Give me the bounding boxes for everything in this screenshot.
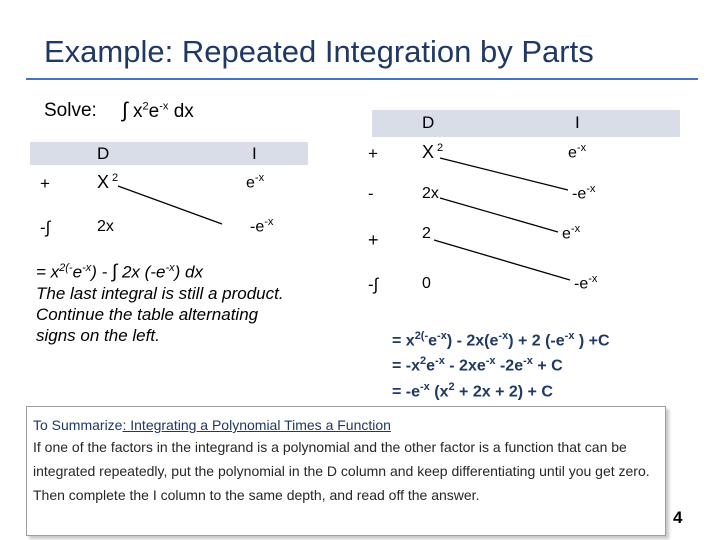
left-row2-sign: -∫ <box>40 218 51 237</box>
right-row3-d: 2 <box>422 225 431 242</box>
left-row2-i: $-e^{-x}$ <box>250 216 274 236</box>
right-row4-sign: -∫ <box>368 275 379 294</box>
left-expr-line1: = $x^{2(-}e^{-x}$) - ∫ 2x $(-e^{-x})$ dx <box>36 261 203 283</box>
problem-integral: ∫ $x^2e^{-x}$ dx <box>122 99 194 122</box>
right-row3-i: $e^{-x}$ <box>562 223 581 243</box>
page-title: Example: Repeated Integration by Parts <box>44 34 594 69</box>
page-number: 4 <box>673 508 683 527</box>
right-row3-sign: + <box>368 230 379 250</box>
right-row1-i: $e^{-x}$ <box>568 142 587 162</box>
left-row2-d: 2x <box>97 218 114 235</box>
right-row4-i: $-e^{-x}$ <box>574 273 598 293</box>
right-expr-line1: = $x^{2(-}e^{-x}) - 2x(e^{-x}) + 2$ ($-e^{-x}$ ) +C <box>392 330 610 350</box>
right-header-i: I <box>575 113 580 132</box>
right-row1-d: X $^2$ <box>422 142 444 162</box>
solve-label: Solve: <box>44 100 97 121</box>
right-expr-line3: = $-e^{-x}$ $(x^2 + 2x + 2) + C$ <box>392 380 553 400</box>
right-row1-sign: + <box>368 144 378 163</box>
right-row2-i: $-e^{-x}$ <box>572 183 596 203</box>
right-expression <box>392 326 610 402</box>
right-expr-line2: = $-x^2e^{-x} - 2xe^{-x}$ $-2e^{-x} + C$ <box>392 355 563 375</box>
summary-box <box>26 406 666 536</box>
left-header-d: D <box>97 144 110 163</box>
left-row1-i: $e^{-x}$ <box>246 172 265 192</box>
left-row1-d: X $^2$ <box>97 172 119 192</box>
right-row4-d: 0 <box>422 275 431 292</box>
summary-title: To Summarize: Integrating a Polynomial Times a Function <box>33 417 391 433</box>
summary-body: If one of the factors in the integrand is a polynomial and the other factor is a function that can be integrated repeatedly, put the polynomial in the D column and keep differentiating until you get zero. Then complete the I column to the same depth, and read off the answer. <box>33 439 650 503</box>
right-row2-d: 2x <box>422 185 439 202</box>
left-header-i: I <box>252 144 257 163</box>
right-row2-sign: - <box>368 184 374 203</box>
left-row1-sign: + <box>40 174 50 193</box>
left-expr-line3: Continue the table alternating <box>36 304 259 324</box>
left-expr-line2: The last integral is still a product. <box>36 283 284 303</box>
right-header-d: D <box>422 113 435 132</box>
left-expr-line4: signs on the left. <box>36 325 160 345</box>
